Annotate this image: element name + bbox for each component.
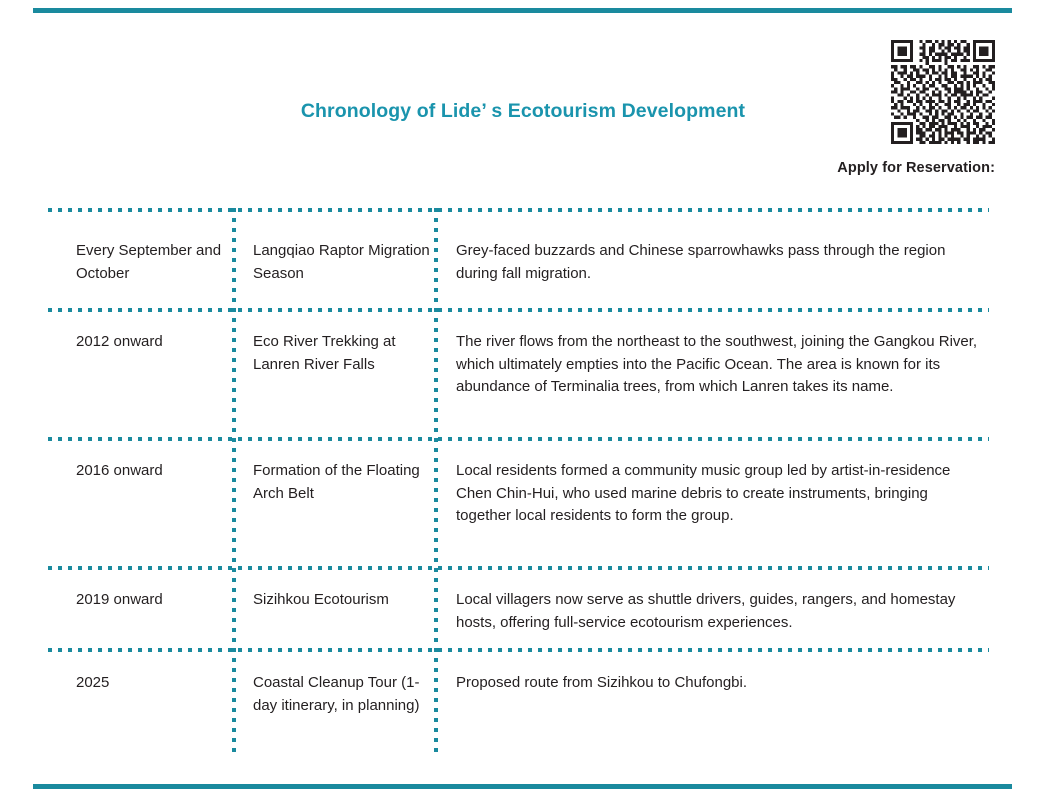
table-cell-date: 2025 [76, 674, 110, 691]
table-top-border [48, 208, 989, 212]
table-cell-name: Eco River Trekking at Lanren River Falls [253, 333, 396, 373]
table-cell-description: Proposed route from Sizihkou to Chufongbi. [456, 674, 747, 691]
row-separator-3 [48, 566, 989, 570]
row-separator-2 [48, 437, 989, 441]
table-cell-date: 2016 onward [76, 462, 163, 479]
reservation-block [800, 40, 995, 176]
top-divider-rule [33, 8, 1012, 13]
table-cell-description: Local villagers now serve as shuttle drivers, guides, rangers, and homestay hosts, offering full-service ecotourism experiences. [456, 591, 956, 631]
column-separator-2 [434, 208, 438, 756]
row-separator-4 [48, 648, 989, 652]
table-cell-description: The river flows from the northeast to the southwest, joining the Gangkou River, which ultimately empties into the Pacific Ocean. The area is known for its abundance of Terminalia trees, from which Lanren takes its name. [456, 333, 978, 395]
table-cell-name: Langqiao Raptor Migration Season [253, 242, 430, 282]
bottom-divider-rule [33, 784, 1012, 789]
table-cell-description: Grey-faced buzzards and Chinese sparrowhawks pass through the region during fall migration. [456, 242, 946, 282]
reservation-caption: Apply for Reservation: [837, 160, 995, 176]
table-cell-name: Sizihkou Ecotourism [253, 591, 389, 608]
table-cell-date: 2012 onward [76, 333, 163, 350]
row-separator-1 [48, 308, 989, 312]
qr-code-icon[interactable] [891, 40, 995, 144]
table-cell-name: Formation of the Floating Arch Belt [253, 462, 420, 502]
table-cell-description: Local residents formed a community music group led by artist-in-residence Chen Chin-Hui, who used marine debris to create instruments, bringing together local residents to form the group. [456, 462, 951, 524]
table-cell-date: Every September and October [76, 242, 222, 282]
table-cell-name: Coastal Cleanup Tour (1-day itinerary, in planning) [253, 674, 420, 714]
table-cell-date: 2019 onward [76, 591, 163, 608]
page-title: Chronology of Lide’ s Ecotourism Development [300, 100, 746, 122]
